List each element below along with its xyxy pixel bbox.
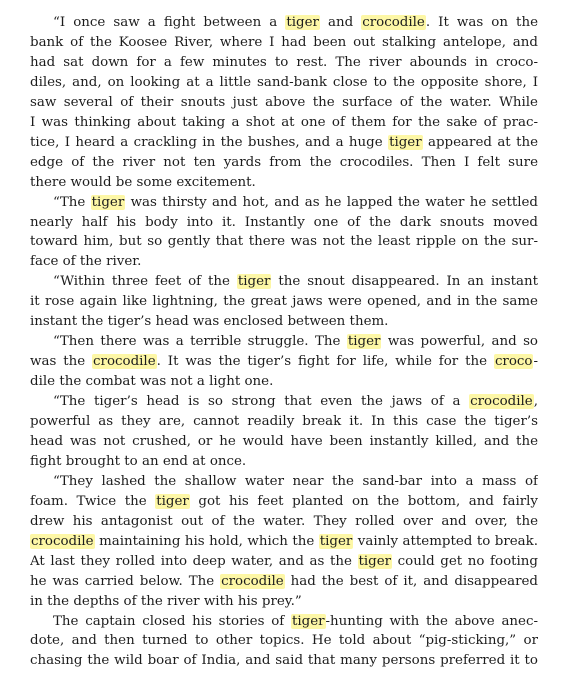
text-segment: head was not crushed, or he would have been instantly killed, and the [30, 433, 538, 449]
text-segment: -hunting with the above anec- [325, 613, 538, 629]
text-segment: nearly half his body into it. Instantly one of the dark snouts moved [30, 214, 538, 230]
highlighted-word: crocodile [362, 15, 425, 30]
text-segment: foam. Twice the [30, 493, 156, 509]
text-line [53, 271, 538, 293]
text-segment: there would be some excitement. [30, 174, 256, 190]
text-segment: chasing the wild boar of India, and said that many persons preferred it to [30, 653, 538, 669]
text-segment: was thirsty and hot, and as he lapped the water he settled [125, 194, 538, 210]
text-segment: vainly attempted to break. [353, 533, 538, 549]
text-line [30, 52, 538, 74]
text-line [30, 112, 538, 134]
highlighted-word: tiger [389, 134, 422, 150]
text-line [53, 471, 538, 493]
text-segment: got his feet planted on the bottom, and fairly [189, 493, 538, 509]
highlighted-word: tiger [347, 334, 381, 350]
text-segment: - [533, 354, 538, 370]
highlighted-word: tiger [319, 533, 353, 549]
text-line [53, 391, 538, 413]
text-segment: toward him, but so gently that there was not the least ripple on the sur- [30, 234, 538, 250]
text-segment: drew his antagonist out of the water. They rolled over and over, the [30, 513, 538, 529]
text-segment: was powerful, and so [381, 334, 538, 350]
text-segment: “Within three feet of the [53, 274, 237, 290]
text-segment: “Then there was a terrible struggle. The [53, 334, 347, 350]
text-segment: face of the river. [30, 254, 142, 270]
text-segment: tice, I heard a crackling in the bushes, and a huge [30, 134, 389, 150]
text-segment: saw several of their snouts just above the surface of the water. While [30, 94, 538, 110]
text-line [53, 192, 538, 214]
text-segment: diles, and, on looking at a little sand-bank close to the opposite shore, I [30, 74, 538, 90]
text-segment: “The tiger’s head is so strong that even the jaws of a [53, 394, 470, 410]
highlighted-word: croco [494, 354, 533, 370]
highlighted-word: tiger [237, 274, 271, 290]
text-line [30, 591, 538, 613]
text-line [30, 132, 538, 154]
highlighted-word: crocodile [93, 354, 156, 370]
text-line [53, 611, 538, 633]
text-segment: The captain closed his stories of [53, 613, 291, 629]
text-segment: powerful as they are, cannot readily break it. In this case the tiger’s [30, 414, 538, 429]
text-segment: “They lashed the shallow water near the sand-bar into a mass of [53, 473, 538, 489]
text-line [30, 172, 538, 194]
text-line [30, 630, 538, 652]
text-segment: maintaining his hold, which the [94, 533, 319, 549]
text-line [30, 411, 538, 433]
highlighted-word: tiger [291, 613, 325, 629]
text-segment: . It was the tiger’s fight for life, while for the [156, 354, 494, 370]
text-line [30, 351, 538, 373]
text-segment: had sat down for a few minutes to rest. The river abounds in croco- [30, 54, 538, 70]
text-line [30, 511, 538, 533]
text-line [30, 451, 538, 473]
text-segment: , [533, 394, 538, 410]
text-segment: he was carried below. The [30, 573, 221, 589]
text-line [30, 491, 538, 513]
text-line [30, 72, 538, 94]
text-line [30, 212, 538, 234]
highlighted-word: crocodile [470, 394, 533, 410]
text-line [30, 650, 538, 672]
highlighted-word: tiger [91, 194, 125, 210]
text-segment: I was thinking about taking a shot at one of them for the sake of prac- [30, 114, 538, 130]
text-segment: At last they rolled into deep water, and as the [30, 553, 358, 569]
text-segment: the snout disappeared. In an instant [271, 274, 538, 290]
highlighted-word: crocodile [31, 533, 94, 549]
text-line [30, 571, 538, 593]
text-segment: dile the combat was not a light one. [30, 374, 274, 390]
text-segment: bank of the Koosee River, where I had been out stalking antelope, and [30, 34, 538, 50]
text-segment: and [319, 15, 362, 30]
text-line [53, 12, 538, 34]
text-segment: appeared at the [422, 134, 538, 150]
text-segment: in the depths of the river with his prey.” [30, 593, 302, 609]
text-line [30, 92, 538, 114]
text-line [30, 531, 538, 553]
text-line [30, 431, 538, 453]
text-line [30, 371, 538, 393]
text-line [30, 251, 538, 273]
highlighted-word: tiger [286, 15, 319, 30]
text-segment: . It was on the [425, 15, 538, 30]
text-line [30, 291, 538, 313]
text-segment: could get no footing [392, 553, 538, 569]
text-segment: “The [53, 194, 91, 210]
text-line [30, 551, 538, 573]
text-segment: was the [30, 354, 93, 370]
highlighted-word: tiger [358, 553, 392, 569]
text-segment: dote, and then turned to other topics. He told about “pig-sticking,” or [30, 633, 538, 649]
highlighted-word: tiger [156, 493, 189, 509]
highlighted-word: crocodile [221, 573, 284, 589]
text-segment: it rose again like lightning, the great jaws were opened, and in the same [30, 294, 538, 310]
text-line [53, 331, 538, 353]
text-line [30, 32, 538, 54]
text-segment: “I once saw a fight between a [53, 15, 286, 30]
text-segment: had the best of it, and disappeared [284, 573, 538, 589]
text-segment: fight brought to an end at once. [30, 453, 247, 469]
text-line [30, 152, 538, 174]
text-line [30, 231, 538, 253]
text-segment: edge of the river not ten yards from the crocodiles. Then I felt sure [30, 154, 538, 170]
text-line [30, 311, 538, 333]
text-segment: instant the tiger’s head was enclosed between them. [30, 314, 389, 330]
